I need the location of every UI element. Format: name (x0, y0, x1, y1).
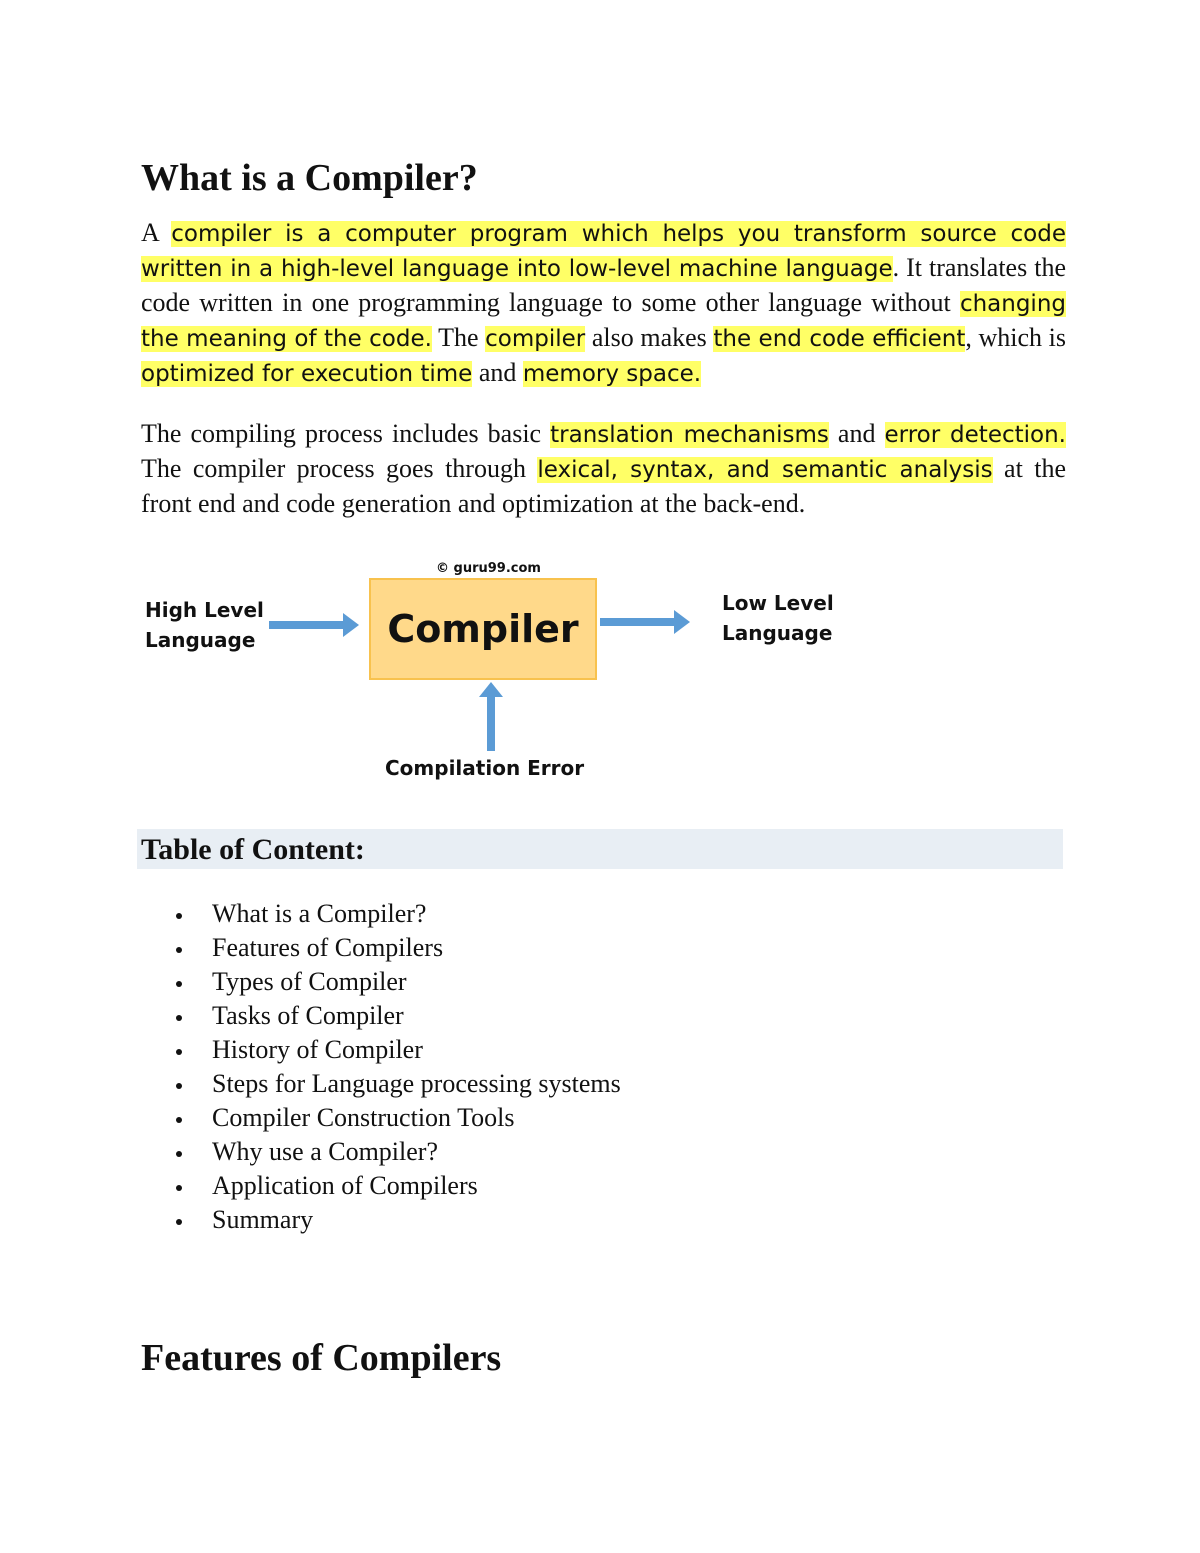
error-arrow-icon (478, 682, 504, 752)
text-run: at the front end and code generation and optimization at the back-end. (141, 454, 1066, 518)
text-run: . It translates the code written in one programming language to some other language without (141, 253, 1066, 317)
highlight: memory space. (522, 361, 702, 387)
output-label-line: Language (722, 621, 833, 645)
highlight: changing the meaning of the code. (141, 291, 1066, 352)
toc-item[interactable]: History of Compiler (141, 1033, 1066, 1067)
highlight: compiler (485, 326, 586, 352)
toc-item[interactable]: Compiler Construction Tools (141, 1101, 1066, 1135)
highlight: translation mechanisms (550, 422, 829, 448)
toc-list (141, 897, 1066, 1237)
highlight: the end code efficient (713, 326, 966, 352)
toc-item[interactable]: What is a Compiler? (141, 897, 1066, 931)
copyright-label: © guru99.com (436, 561, 541, 576)
toc-item[interactable]: Steps for Language processing systems (141, 1067, 1066, 1101)
output-arrow-icon (600, 610, 692, 634)
toc-item[interactable]: Why use a Compiler? (141, 1135, 1066, 1169)
toc-item[interactable]: Tasks of Compiler (141, 999, 1066, 1033)
input-label-line: Language (145, 628, 256, 652)
toc-item[interactable]: Application of Compilers (141, 1169, 1066, 1203)
toc-item[interactable]: Summary (141, 1203, 1066, 1237)
intro-paragraph (141, 216, 1066, 391)
compiler-diagram (141, 555, 1066, 805)
highlight: lexical, syntax, and semantic analysis (537, 457, 993, 483)
text-run: and (472, 358, 523, 387)
text-run: A (141, 218, 172, 247)
text-run: and (828, 419, 885, 448)
toc-heading: Table of Content: (137, 829, 1063, 869)
highlight: compiler is a computer program which helps you transform source code written in a high-level language into low-level machine language (141, 221, 1066, 282)
section-title: Features of Compilers (141, 1337, 502, 1379)
input-label-line: High Level (145, 598, 264, 622)
output-label (722, 588, 834, 648)
compiler-box: Compiler (369, 578, 597, 680)
document-page (141, 150, 1066, 1237)
input-arrow-icon (269, 613, 361, 637)
page-title: What is a Compiler? (141, 157, 478, 199)
text-run: , which is (965, 323, 1066, 352)
text-run: The compiling process includes basic (141, 419, 551, 448)
output-label-line: Low Level (722, 591, 834, 615)
toc-item[interactable]: Features of Compilers (141, 931, 1066, 965)
error-label: Compilation Error (385, 756, 585, 780)
text-run: also makes (585, 323, 714, 352)
highlight: optimized for execution time (141, 361, 473, 387)
text-run: The (431, 323, 486, 352)
process-paragraph (141, 417, 1066, 521)
highlight: error detection. (884, 422, 1066, 448)
toc-item[interactable]: Types of Compiler (141, 965, 1066, 999)
text-run: The compiler process goes through (141, 454, 538, 483)
input-label (145, 595, 264, 655)
